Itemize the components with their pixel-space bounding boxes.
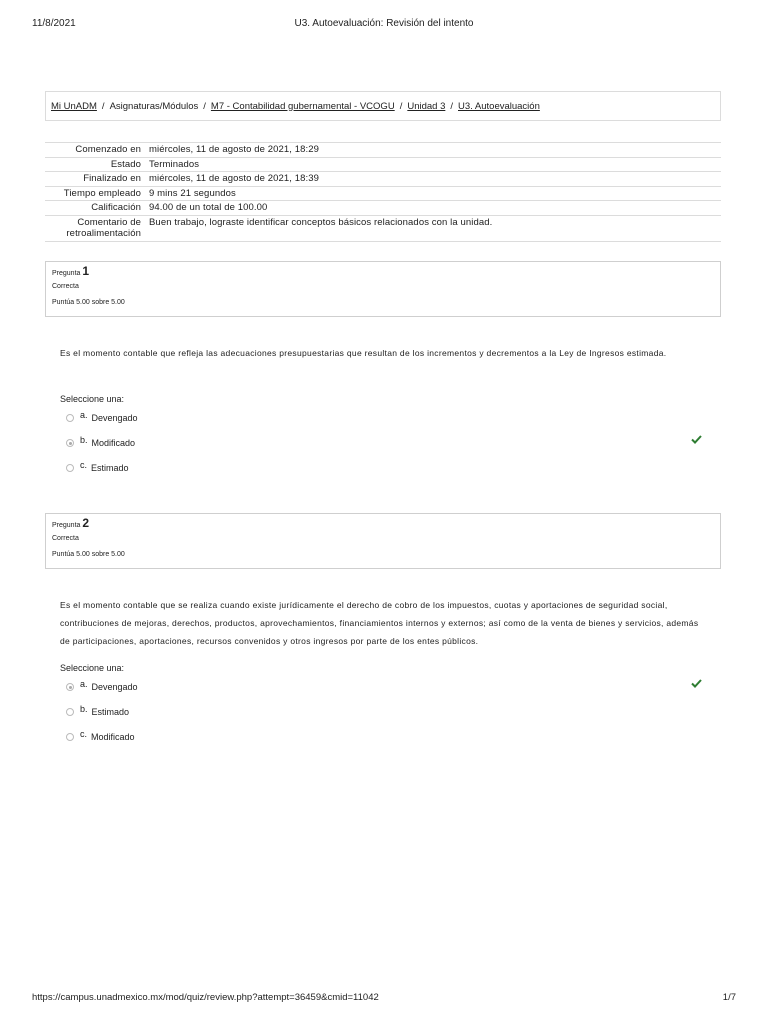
answer-label: Estimado [91, 463, 129, 473]
answer-letter: a. [80, 410, 88, 420]
print-date: 11/8/2021 [32, 18, 76, 29]
question-grade: Puntúa 5.00 sobre 5.00 [52, 299, 125, 306]
answer-option-c[interactable] [66, 730, 135, 744]
summary-row [45, 215, 721, 241]
answer-label: Devengado [91, 682, 138, 692]
answer-label: Modificado [91, 732, 135, 742]
question-state: Correcta [52, 535, 79, 542]
summary-label: Tiempo empleado [45, 186, 145, 201]
print-url: https://campus.unadmexico.mx/mod/quiz/review.php?attempt=36459&cmid=11042 [32, 992, 379, 1003]
summary-row [45, 186, 721, 201]
summary-value: 94.00 de un total de 100.00 [145, 201, 721, 216]
summary-row [45, 157, 721, 172]
breadcrumb-item-mi-unadm[interactable]: Mi UnADM [51, 100, 97, 112]
question-text-2: Es el momento contable que se realiza cuando existe jurídicamente el derecho de cobro de los impuestos, cuotas y aportaciones de seguridad social, contribuciones de mejoras, derechos, productos, aprovechamientos, financiamientos internos y externos; así como de la venta de bienes y servicios, además de participaciones, aportaciones, recursos convenidos y otros ingresos por parte de los entes públicos. [60, 600, 699, 646]
answer-letter: a. [80, 679, 88, 689]
radio-icon[interactable] [66, 733, 74, 741]
breadcrumb-item-asignaturas: Asignaturas/Módulos [109, 100, 199, 112]
print-header [32, 18, 736, 32]
summary-label: Estado [45, 157, 145, 172]
breadcrumb-item-course[interactable]: M7 - Contabilidad gubernamental - VCOGU [210, 100, 395, 112]
breadcrumb-item-unidad[interactable]: Unidad 3 [407, 100, 446, 112]
summary-label: Comentario de retroalimentación [45, 215, 145, 241]
breadcrumb-separator: / [450, 100, 453, 112]
question-info-2 [45, 513, 721, 569]
answer-prompt: Seleccione una: [60, 394, 125, 404]
question-number: Pregunta 1 [52, 264, 90, 278]
answer-option-c[interactable] [66, 461, 129, 475]
radio-icon[interactable] [66, 464, 74, 472]
summary-label: Calificación [45, 201, 145, 216]
summary-row [45, 143, 721, 158]
radio-icon[interactable] [66, 708, 74, 716]
breadcrumb [45, 91, 721, 121]
answer-option-a[interactable] [66, 680, 138, 694]
answer-option-b[interactable] [66, 705, 129, 719]
answer-prompt: Seleccione una: [60, 663, 125, 673]
summary-value: 9 mins 21 segundos [145, 186, 721, 201]
question-text-1: Es el momento contable que refleja las adecuaciones presupuestarias que resultan de los incrementos y decrementos a la Ley de Ingresos estimada. [60, 348, 667, 358]
answer-letter: c. [80, 729, 88, 739]
breadcrumb-separator: / [203, 100, 206, 112]
breadcrumb-separator: / [101, 100, 105, 112]
radio-icon[interactable] [66, 439, 74, 447]
answer-label: Estimado [91, 707, 130, 717]
radio-icon[interactable] [66, 683, 74, 691]
breadcrumb-separator: / [399, 100, 403, 112]
page-number: 1/7 [722, 992, 736, 1003]
question-number: Pregunta 2 [52, 516, 90, 530]
summary-label: Finalizado en [45, 172, 145, 187]
answer-letter: c. [80, 460, 88, 470]
check-icon [691, 679, 702, 688]
print-footer [32, 992, 736, 1006]
summary-label: Comenzado en [45, 143, 145, 158]
answer-option-b[interactable] [66, 436, 135, 450]
answer-letter: b. [80, 435, 88, 445]
attempt-summary-table [45, 142, 721, 242]
radio-icon[interactable] [66, 414, 74, 422]
summary-value: Buen trabajo, lograste identificar conceptos básicos relacionados con la unidad. [145, 215, 721, 241]
check-icon [691, 435, 702, 444]
question-state: Correcta [52, 283, 79, 290]
answer-label: Modificado [91, 438, 136, 448]
question-info-1 [45, 261, 721, 317]
print-title: U3. Autoevaluación: Revisión del intento [294, 18, 474, 29]
question-grade: Puntúa 5.00 sobre 5.00 [52, 551, 125, 558]
breadcrumb-item-autoevaluacion[interactable]: U3. Autoevaluación [458, 100, 540, 112]
summary-value: miércoles, 11 de agosto de 2021, 18:39 [145, 172, 721, 187]
summary-value: Terminados [145, 157, 721, 172]
summary-row [45, 201, 721, 216]
summary-row [45, 172, 721, 187]
summary-value: miércoles, 11 de agosto de 2021, 18:29 [145, 143, 721, 158]
answer-letter: b. [80, 704, 88, 714]
answer-option-a[interactable] [66, 411, 138, 425]
answer-label: Devengado [91, 413, 138, 423]
